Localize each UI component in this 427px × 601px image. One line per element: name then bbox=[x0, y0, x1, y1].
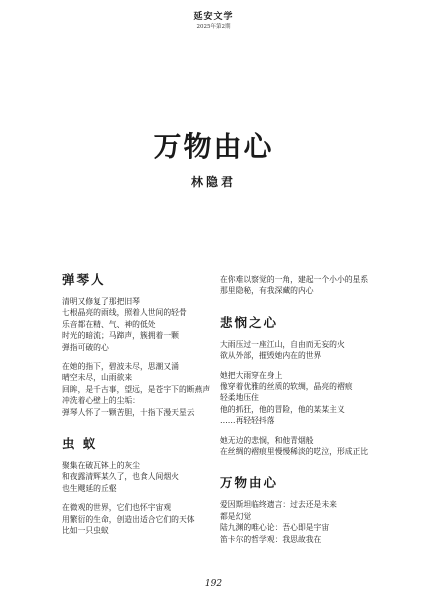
poem-line: 轻柔地压住 bbox=[220, 393, 259, 403]
poem-line: 都是幻觉 bbox=[220, 511, 252, 521]
section-gap bbox=[62, 426, 242, 436]
journal-issue: 2025年第2期 bbox=[196, 24, 231, 30]
poem-stanza bbox=[220, 274, 400, 297]
poem-line: 聚集在破瓦钵上的灰尘 bbox=[62, 461, 140, 471]
poem-stanza bbox=[220, 370, 400, 427]
poem-title: 弹琴人 bbox=[62, 272, 106, 287]
poem-stanza bbox=[220, 499, 400, 545]
section-gap bbox=[220, 465, 400, 475]
journal-header bbox=[0, 12, 427, 31]
poem-collection-title: 万物由心 bbox=[153, 130, 274, 163]
poem-line: 爱因斯坦临终遗言：过去还是未来 bbox=[220, 500, 337, 510]
poem-section bbox=[220, 274, 400, 297]
poem-line: 像穿着优雅的丝质的软绸，晶亮的褶痕 bbox=[220, 382, 353, 392]
poem-line: 笛卡尔的哲学观：我思故我在 bbox=[220, 534, 322, 544]
poem-section bbox=[62, 436, 242, 536]
poem-stanza bbox=[62, 296, 242, 353]
poem-line: 回眸，是千古事，望远，是苍宇下的断燕声 bbox=[62, 384, 211, 394]
poem-stanza bbox=[62, 460, 242, 494]
poem-line: 陆九渊的唯心论：吾心即是宇宙 bbox=[220, 523, 330, 533]
journal-name: 延安文学 bbox=[193, 12, 234, 22]
poem-section bbox=[220, 475, 400, 545]
poem-title: 虫 蚁 bbox=[62, 436, 98, 452]
poem-line: ……再轻轻抖落 bbox=[220, 416, 275, 426]
poem-line: 欲从外部，摧毁她内在的世界 bbox=[220, 351, 322, 361]
poem-stanza bbox=[62, 361, 242, 418]
poem-line: 她无边的悲悯，和他青烟般 bbox=[220, 435, 314, 445]
page-number: 192 bbox=[204, 579, 223, 589]
poem-line: 弹指可破的心 bbox=[62, 342, 109, 352]
poem-line: 她把大雨穿在身上 bbox=[220, 370, 283, 380]
right-column bbox=[220, 274, 400, 553]
poem-line: 也生飕延的丘壑 bbox=[62, 483, 117, 493]
poem-line: 在丝绸的褶痕里慢慢稀淡的呓泣，形成正比 bbox=[220, 447, 369, 457]
poem-stanza bbox=[62, 502, 242, 536]
poem-section bbox=[62, 272, 242, 418]
poem-section bbox=[220, 315, 400, 458]
section-gap bbox=[220, 305, 400, 315]
poem-line: 大雨压过一座江山，自由而无妄的火 bbox=[220, 339, 345, 349]
poem-line: 在她的指下，碧波未尽，思潮又涌 bbox=[62, 362, 179, 372]
poem-line: 和夜露清辉某久了，也食人间烟火 bbox=[62, 472, 179, 482]
author-name: 林隐君 bbox=[190, 175, 236, 189]
poem-stanza bbox=[220, 435, 400, 458]
poem-title: 悲悯之心 bbox=[220, 314, 279, 330]
poem-line: 冲洗着心壁上的尘垢： bbox=[62, 396, 140, 406]
poem-line: 在微观的世界，它们也怀宇宙观 bbox=[62, 503, 172, 513]
poem-line: 那里隐秘，有我深藏的内心 bbox=[220, 286, 314, 296]
poem-line: 弹琴人怀了一颗苦胆，十指下漫天星云 bbox=[62, 407, 195, 417]
poem-line: 乐音都在精、气、神的低处 bbox=[62, 319, 156, 329]
poem-line: 清明又修复了那把旧琴 bbox=[62, 297, 140, 306]
poem-line: 他的抓狂，他的冒险，他的某某主义 bbox=[220, 404, 345, 414]
poem-line: 比如一只虫蚁 bbox=[62, 526, 109, 536]
left-column bbox=[62, 272, 242, 545]
poem-line: 七根晶亮的雨线，照着人世间的轻骨 bbox=[62, 308, 187, 318]
poem-stanza bbox=[220, 339, 400, 362]
poem-title: 万物由心 bbox=[220, 475, 279, 491]
poem-line: 晴空未尽，山雨欲来 bbox=[62, 373, 133, 383]
poem-line: 时光的暗流；马蹄声，簇拥着一颗 bbox=[62, 331, 179, 341]
poem-line: 在你难以察觉的一角，建起一个小小的星系 bbox=[220, 275, 369, 284]
poem-line: 用繁衍的生命，创造出适合它们的天体 bbox=[62, 514, 195, 524]
